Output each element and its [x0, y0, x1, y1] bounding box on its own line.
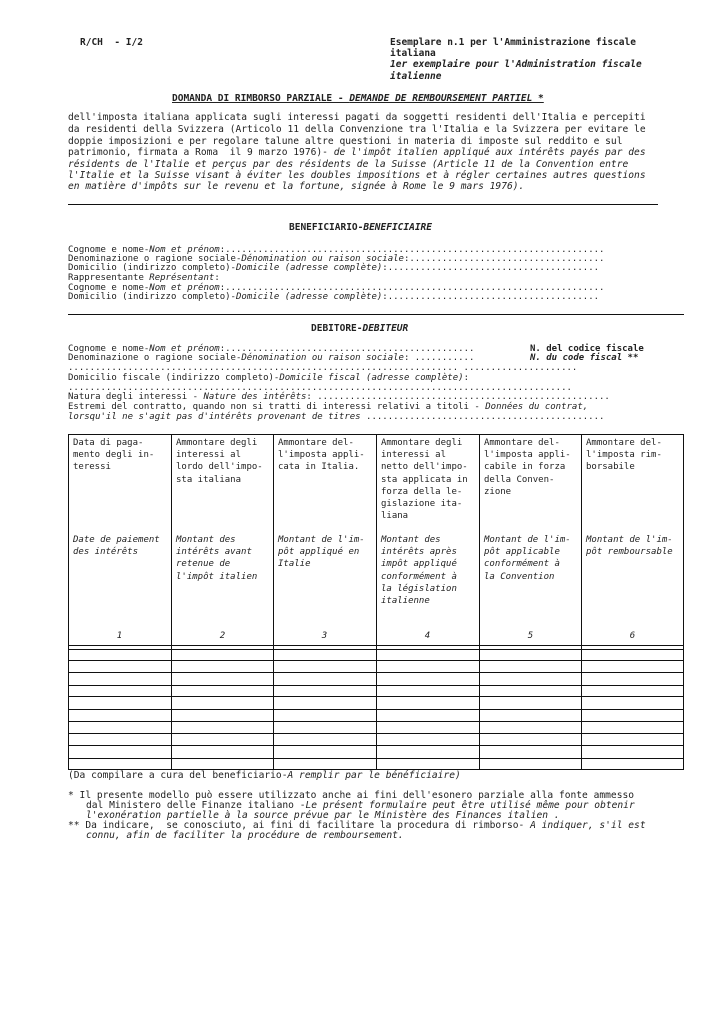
intro-line-6: l'Italie et la Suisse visant à éviter les doubles impositions et à régler certaines autres questions [68, 170, 646, 181]
field-label-fr: Nom et prénom [149, 283, 220, 293]
field-label-fr: Domicile fiscal (adresse complète) [279, 373, 464, 383]
col-1-header-fr: Date de paiement des intérêts [73, 535, 160, 558]
field-label-it: Domicilio fiscale (indirizzo completo)- [68, 373, 280, 383]
field-label-fr: Nom et prénom [149, 245, 220, 255]
field-label-it: Denominazione o ragione sociale- [68, 353, 242, 363]
form-reference: R/CH - I/2 [80, 37, 143, 48]
table-row[interactable] [68, 660, 684, 661]
field-label-fr: Dénomination ou raison sociale [241, 353, 404, 363]
intro-line-5: résidents de l'Italie et perçus par des résidents de la Suisse (Article 11 de la Convention entre [68, 159, 629, 170]
table-row[interactable] [68, 672, 684, 673]
column-divider [581, 434, 582, 770]
field-label-fr: Dénomination ou raison sociale [241, 254, 404, 264]
field-dots: :...................................................................... [219, 283, 605, 293]
fill-instruction-fr: A remplir par le bénéficiaire) [287, 770, 461, 781]
field-label-it: Natura degli interessi - [68, 392, 204, 402]
field-label-fr: Données du contrat, [485, 402, 589, 412]
debtor-tax-code-label-it: N. del codice fiscale [530, 344, 644, 354]
intro-line-7: en matière d'impôts sur le revenu et la fortune, signée à Rome le 9 mars 1976). [68, 181, 525, 192]
intro-line-2: da residenti della Svizzera (Articolo 11 della Convenzione tra l'Italia e la Svizzera per evitare le [68, 124, 646, 135]
col-4-header-it: Ammontare degli interessi al netto dell'impo- sta applicata in forza della le- gislazione ita- liana [381, 438, 468, 522]
copy-label-fr-1: 1er exemplaire pour l'Administration fiscale [390, 59, 642, 70]
column-divider [273, 434, 274, 770]
table-row[interactable] [68, 758, 684, 759]
field-dots: ............................................ [360, 412, 605, 422]
title-it: DOMANDA DI RIMBORSO PARZIALE - [172, 93, 350, 104]
field-dots: :....................................... [382, 292, 600, 302]
divider-2 [68, 314, 684, 315]
table-row[interactable] [68, 733, 684, 734]
table-row[interactable] [68, 745, 684, 746]
col-3-number: 3 [321, 631, 328, 641]
field-label-it: Rappresentante [68, 273, 150, 283]
col-1-number: 1 [116, 631, 123, 641]
table-row[interactable] [68, 696, 684, 697]
col-6-header-fr: Montant de l'im- pôt remboursable [586, 535, 673, 558]
copy-label-it-2: italiana [390, 48, 436, 59]
field-dots: :.............................................. [219, 344, 475, 354]
column-divider [171, 434, 172, 770]
field-label-it: Domicilio (indirizzo completo)- [68, 292, 236, 302]
field-dots: :...................................................................... [219, 245, 605, 255]
field-colon: : [463, 373, 469, 383]
field-label-fr: Représentant [149, 273, 215, 283]
divider-1 [68, 204, 658, 205]
field-label-it: Denominazione o ragione sociale- [68, 254, 242, 264]
footnote-1-line-3: l'exonération partielle à la source prévue par le Ministère des Finances italien . [86, 810, 560, 821]
table-row[interactable] [68, 649, 684, 650]
field-label-it: Domicilio (indirizzo completo)- [68, 263, 236, 273]
col-3-header-it: Ammontare del- l'imposta appli- cata in Italia. [278, 438, 365, 473]
debtor-tax-code-label-fr: N. du code fiscal ** [530, 353, 639, 363]
footnote-2-it: ** Da indicare, se conosciuto, ai fini di facilitare la procedura di rimborso- [68, 820, 531, 831]
table-row[interactable] [68, 685, 684, 686]
intro-line-4-it: patrimonio, firmata a Roma il 9 marzo 1976)- [68, 147, 334, 158]
debtor-heading-it: DEBITORE- [311, 323, 363, 334]
field-dots: : ...................................................... [306, 392, 610, 402]
field-label-it: Cognome e nome- [68, 245, 150, 255]
intro-line-3: doppie imposizioni e per regolare talune altre questioni in materia di imposte sul reddito e sul [68, 136, 623, 147]
table-row[interactable] [68, 645, 684, 646]
field-label-it: Cognome e nome- [68, 344, 150, 354]
footnote-2-fr: A indiquer, s'il est [530, 820, 646, 831]
field-label-fr: Domicile (adresse complète) [235, 292, 383, 302]
col-4-header-fr: Montant des intérêts après impôt appliqué conformément à la législation italienne [381, 535, 457, 607]
fill-instruction [68, 771, 461, 780]
footnote-1-fr: Le présent formulaire peut être utilisé même pour obtenir [305, 800, 635, 811]
debtor-domicile-dots[interactable]: ............................................................................................. [68, 383, 572, 393]
field-label-fr: Nom et prénom [149, 344, 220, 354]
title-fr: DEMANDE DE REMBOURSEMENT PARTIEL * [349, 93, 544, 104]
col-2-header-it: Ammontare degli interessi al lordo dell'impo- sta italiana [176, 438, 263, 485]
footnote-1-line-1: * Il presente modello può essere utilizzato anche ai fini dell'esonero parziale alla fonte ammesso [68, 790, 635, 801]
beneficiary-heading-fr: BENEFICIAIRE [363, 222, 432, 233]
col-2-number: 2 [219, 631, 226, 641]
document-title [172, 94, 544, 105]
col-2-header-fr: Montant des intérêts avant retenue de l'impôt italien [176, 535, 258, 582]
footnote-1-line-2 [86, 801, 635, 810]
contract-details-field[interactable] [68, 413, 658, 423]
field-label-it: Cognome e nome- [68, 283, 150, 293]
copy-label-fr-2: italienne [390, 71, 442, 82]
intro-line-4 [68, 148, 646, 159]
column-divider [376, 434, 377, 770]
col-6-number: 6 [629, 631, 636, 641]
debtor-heading [311, 324, 408, 335]
col-5-header-fr: Montant de l'im- pôt applicable conformément à la Convention [484, 535, 571, 582]
table-row[interactable] [68, 721, 684, 722]
field-label-fr: Domicile (adresse complète) [235, 263, 383, 273]
intro-line-4-fr: de l'impôt italien appliqué aux intérêts payés par des [333, 147, 646, 158]
field-dots: : ........... [403, 353, 475, 363]
table-row[interactable] [68, 709, 684, 710]
field-label-it: Estremi del contratto, quando non si tratti di interessi relativi a titoli - [68, 402, 486, 412]
field-dots: : [214, 273, 220, 283]
col-6-header-it: Ammontare del- l'imposta rim- borsabile [586, 438, 662, 473]
footnote-2-line-2: connu, afin de faciliter la procédure de remboursement. [86, 830, 404, 841]
col-3-header-fr: Montant de l'im- pôt appliqué en Italie [278, 535, 365, 570]
col-5-header-it: Ammontare del- l'imposta appli- cabile in forza della Conven- zione [484, 438, 571, 497]
beneficiary-heading [289, 223, 432, 234]
col-4-number: 4 [424, 631, 431, 641]
copy-label-it-1: Esemplare n.1 per l'Amministrazione fiscale [390, 37, 636, 48]
col-5-number: 5 [527, 631, 534, 641]
beneficiary-heading-it: BENEFICIARIO- [289, 222, 364, 233]
intro-line-1: dell'imposta italiana applicata sugli interessi pagati da soggetti residenti dell'Italia e percepiti [68, 112, 646, 123]
field-label-fr: Nature des intérêts [203, 392, 307, 402]
field-dots: :....................................... [382, 263, 600, 273]
footnote-1-it: dal Ministero delle Finanze italiano - [86, 800, 306, 811]
field-dots: :.................................... [403, 254, 605, 264]
col-1-header-it: Data di paga- mento degli in- teressi [73, 438, 155, 473]
column-divider [479, 434, 480, 770]
debtor-heading-fr: DEBITEUR [362, 323, 409, 334]
representative-domicile-field[interactable] [68, 293, 658, 303]
footnote-2-line-1 [68, 821, 646, 830]
debtor-company-dots[interactable]: ........................................................................ ..................... [68, 363, 578, 373]
fill-instruction-it: (Da compilare a cura del beneficiario- [68, 770, 288, 781]
field-label-fr: lorsqu'il ne s'agit pas d'intérêts provenant de titres [68, 412, 361, 422]
